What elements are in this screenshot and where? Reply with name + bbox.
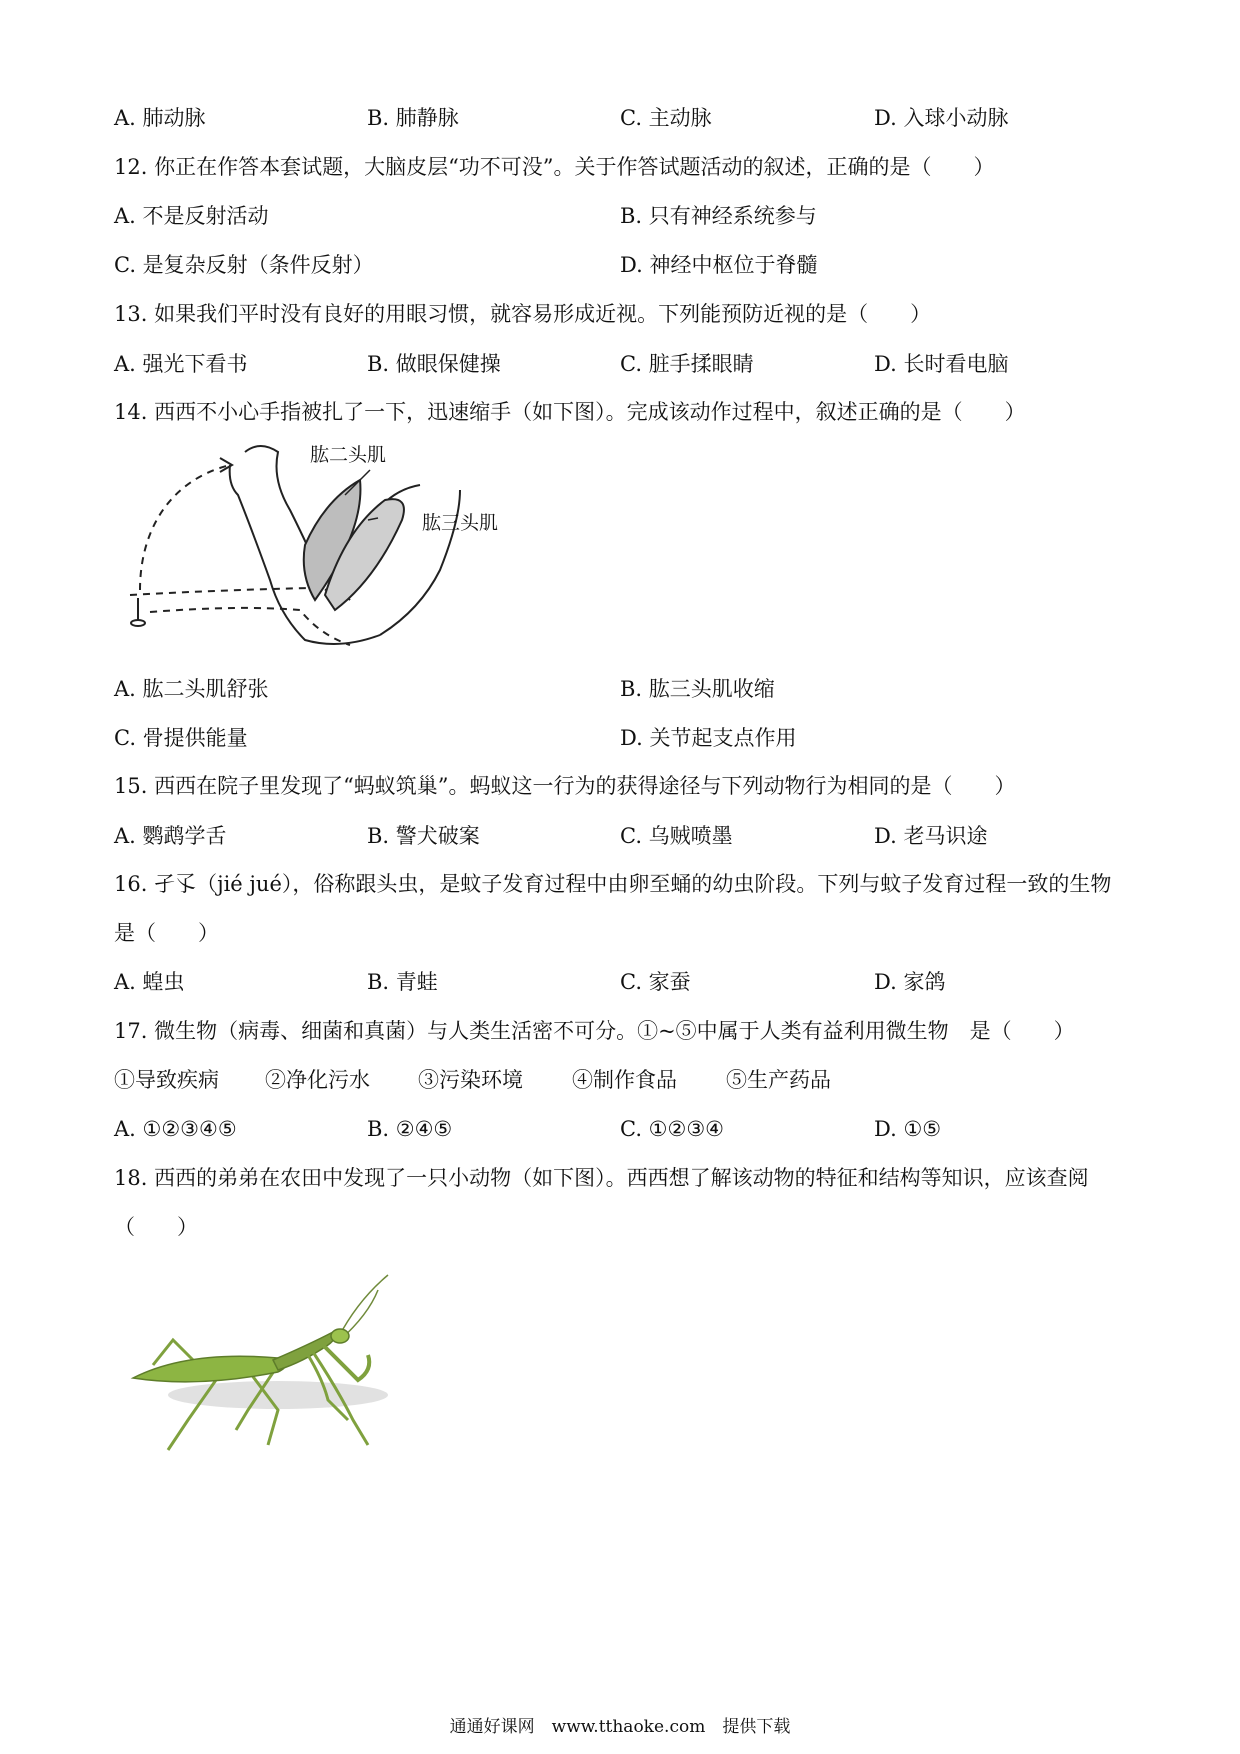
q16-option-c: C. 家蚕	[620, 970, 691, 994]
q12-option-b: B. 只有神经系统参与	[620, 204, 817, 228]
triceps-label: 肱三头肌	[422, 512, 499, 534]
q14-option-a: A. 肱二头肌舒张	[114, 677, 269, 701]
q13-option-d: D. 长时看电脑	[874, 352, 1009, 376]
q13-option-b: B. 做眼保健操	[367, 352, 501, 376]
mantis-photo	[128, 1270, 418, 1460]
q13-option-c: C. 脏手揉眼睛	[620, 352, 754, 376]
q16-option-a: A. 蝗虫	[114, 970, 185, 994]
q15-option-c: C. 乌贼喷墨	[620, 824, 733, 848]
q16-option-b: B. 青蛙	[367, 970, 438, 994]
q16-stem-line1: 16. 孑孓（jié jué），俗称跟头虫，是蚊子发育过程中由卵至蛹的幼虫阶段。下列与蚊子发育过程一致的生物	[114, 872, 1112, 896]
q17-item-2: ②净化污水	[265, 1068, 370, 1092]
q18-stem-line1: 18. 西西的弟弟在农田中发现了一只小动物（如下图）。西西想了解该动物的特征和结构等知识，应该查阅	[114, 1166, 1089, 1190]
q11-option-a: A. 肺动脉	[114, 106, 206, 130]
q17-item-5: ⑤生产药品	[726, 1068, 831, 1092]
q17-option-a: A. ①②③④⑤	[114, 1117, 237, 1141]
q17-option-b: B. ②④⑤	[367, 1117, 453, 1141]
q17-option-d: D. ①⑤	[874, 1117, 942, 1141]
q15-option-a: A. 鹦鹉学舌	[114, 824, 227, 848]
page-footer: 通通好课网 www.tthaoke.com 提供下载	[449, 1717, 791, 1737]
q17-item-4: ④制作食品	[572, 1068, 677, 1092]
q17-item-3: ③污染环境	[418, 1068, 523, 1092]
q12-option-a: A. 不是反射活动	[114, 204, 269, 228]
arm-muscle-drawing	[120, 440, 540, 650]
q17-item-1: ①导致疾病	[114, 1068, 219, 1092]
q14-stem: 14. 西西不小心手指被扎了一下，迅速缩手（如下图）。完成该动作过程中，叙述正确的是（ ）	[114, 400, 1026, 424]
q13-stem: 13. 如果我们平时没有良好的用眼习惯，就容易形成近视。下列能预防近视的是（ ）	[114, 302, 932, 326]
q11-option-b: B. 肺静脉	[367, 106, 459, 130]
q15-option-b: B. 警犬破案	[367, 824, 480, 848]
q16-stem-line2: 是（ ）	[114, 921, 219, 945]
q15-option-d: D. 老马识途	[874, 824, 988, 848]
q13-option-a: A. 强光下看书	[114, 352, 248, 376]
q15-stem: 15. 西西在院子里发现了“蚂蚁筑巢”。蚂蚁这一行为的获得途径与下列动物行为相同的是（ ）	[114, 774, 1016, 798]
q12-stem: 12. 你正在作答本套试题，大脑皮层“功不可没”。关于作答试题活动的叙述，正确的是（ ）	[114, 155, 995, 179]
q16-option-d: D. 家鸽	[874, 970, 946, 994]
q17-stem: 17. 微生物（病毒、细菌和真菌）与人类生活密不可分。①~⑤中属于人类有益利用微生物 是（ ）	[114, 1019, 1075, 1043]
biceps-label: 肱二头肌	[310, 444, 387, 466]
arm-muscle-figure	[120, 440, 540, 650]
q17-option-c: C. ①②③④	[620, 1117, 724, 1141]
q18-stem-line2: （ ）	[114, 1215, 198, 1239]
q12-option-d: D. 神经中枢位于脊髓	[620, 253, 818, 277]
q14-option-c: C. 骨提供能量	[114, 726, 248, 750]
q11-option-c: C. 主动脉	[620, 106, 712, 130]
q14-option-d: D. 关节起支点作用	[620, 726, 797, 750]
q12-option-c: C. 是复杂反射（条件反射）	[114, 253, 374, 277]
mantis-drawing	[128, 1270, 418, 1460]
q14-option-b: B. 肱三头肌收缩	[620, 677, 775, 701]
q11-option-d: D. 入球小动脉	[874, 106, 1009, 130]
